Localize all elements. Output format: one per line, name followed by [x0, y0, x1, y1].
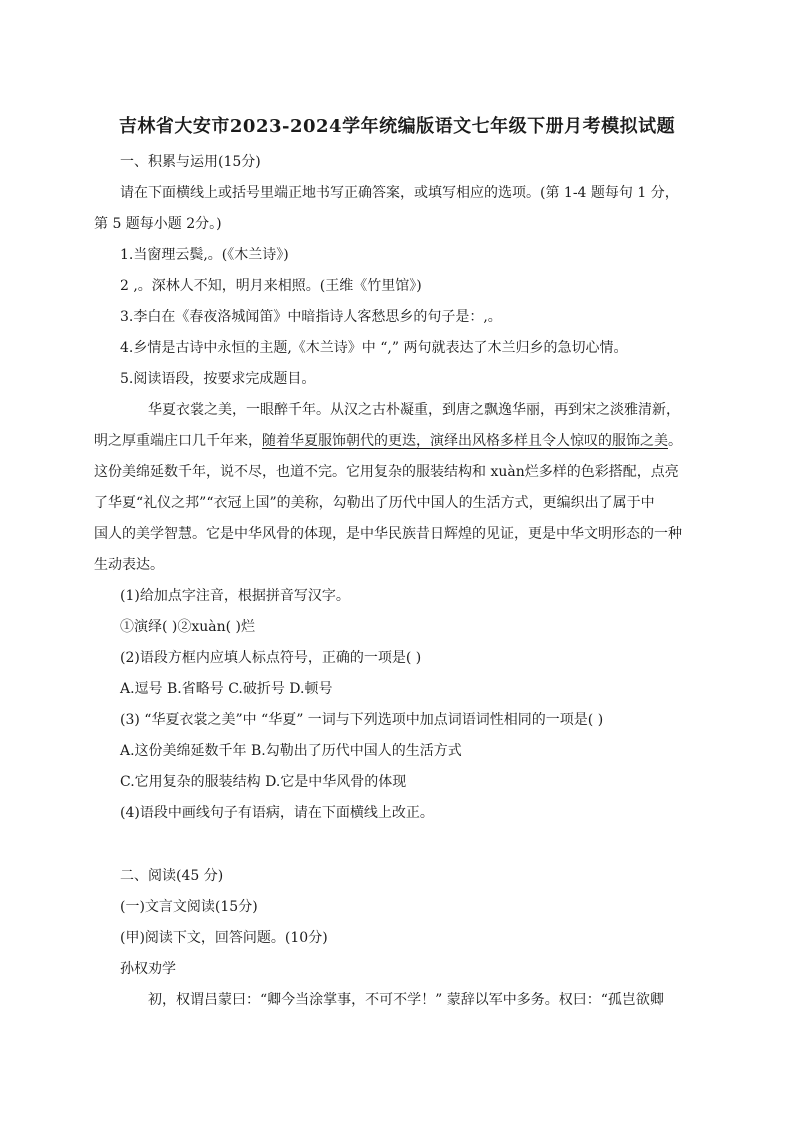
subquestion-1-items: ①演绎( )②xuàn( )烂 [120, 619, 256, 635]
section-2-part-1: (一)文言文阅读(15分) [120, 899, 258, 915]
question-2: 2 ,。深林人不知，明月来相照。(王维《竹里馆》) [120, 278, 422, 294]
underlined-sentence: 随着华夏服饰朝代的更迭，演绎出风格多样且令人惊叹的服饰之美 [262, 433, 668, 449]
question-1: 1.当窗理云鬓,。(《木兰诗》) [120, 247, 289, 263]
instruction-line-1: 请在下面横线上或括号里端正地书写正确答案，或填写相应的选项。(第 1-4 题每句 1 分， [120, 185, 679, 201]
subquestion-3-options-cd: C.它用复杂的服装结构 D.它是中华风骨的体现 [120, 774, 407, 790]
subquestion-3-options-ab: A.这份美绵延数千年 B.勾勒出了历代中国人的生活方式 [120, 743, 462, 759]
instruction-line-2: 第 5 题每小题 2分。) [94, 216, 222, 232]
subquestion-2-options: A.逗号 B.省略号 C.破折号 D.顿号 [120, 681, 333, 697]
subquestion-3: (3) “华夏衣裳之美”中 “华夏” 一词与下列选项中加点词语词性相同的一项是( ) [120, 712, 604, 728]
passage-line-1: 华夏衣裳之美，一眼醉千年。从汉之古朴凝重，到唐之飘逸华丽，再到宋之淡雅清新， [148, 402, 680, 418]
classical-text-line-1: 初，权谓吕蒙曰：“卿今当涂掌事，不可不学！” 蒙辞以军中多务。权曰：“孤岂欲卿 [148, 992, 664, 1008]
passage-line-5: 国人的美学智慧。它是中华风骨的体现，是中华民族昔日辉煌的见证，更是中华文明形态的一种 [94, 526, 682, 542]
passage-line-3: 这份美绵延数千年，说不尽，也道不完。它用复杂的服装结构和 xuàn烂多样的色彩搭配，点亮 [94, 464, 679, 480]
subquestion-1: (1)给加点字注音，根据拼音写汉字。 [120, 588, 350, 604]
section-2-heading: 二、阅读(45 分) [120, 868, 224, 884]
passage-line-2-end: 。 [668, 433, 682, 449]
document-title: 吉林省大安市2023-2024学年统编版语文七年级下册月考模拟试题 [118, 116, 676, 137]
classical-text-title: 孙权劝学 [120, 961, 176, 977]
subquestion-4: (4)语段中画线句子有语病，请在下面横线上改正。 [120, 805, 434, 821]
passage-line-6: 生动表达。 [94, 557, 164, 573]
section-1-heading: 一、积累与运用(15分) [120, 154, 261, 170]
subquestion-2: (2)语段方框内应填人标点符号，正确的一项是( ) [120, 650, 422, 666]
passage-line-2 [94, 431, 682, 451]
question-4: 4.乡情是古诗中永恒的主题,《木兰诗》中 “,” 两句就表达了木兰归乡的急切心情。 [120, 340, 628, 356]
question-5: 5.阅读语段，按要求完成题目。 [120, 371, 316, 387]
question-3: 3.李白在《春夜洛城闻笛》中暗指诗人客愁思乡的句子是：,。 [120, 309, 502, 325]
passage-line-4: 了华夏“礼仪之邦”“衣冠上国”的美称，勾勒出了历代中国人的生活方式，更编织出了属于中 [94, 495, 655, 511]
section-2-part-1-a: (甲)阅读下文，回答问题。(10分) [120, 930, 328, 946]
passage-line-2-start: 明之厚重端庄口几千年来， [94, 433, 262, 449]
